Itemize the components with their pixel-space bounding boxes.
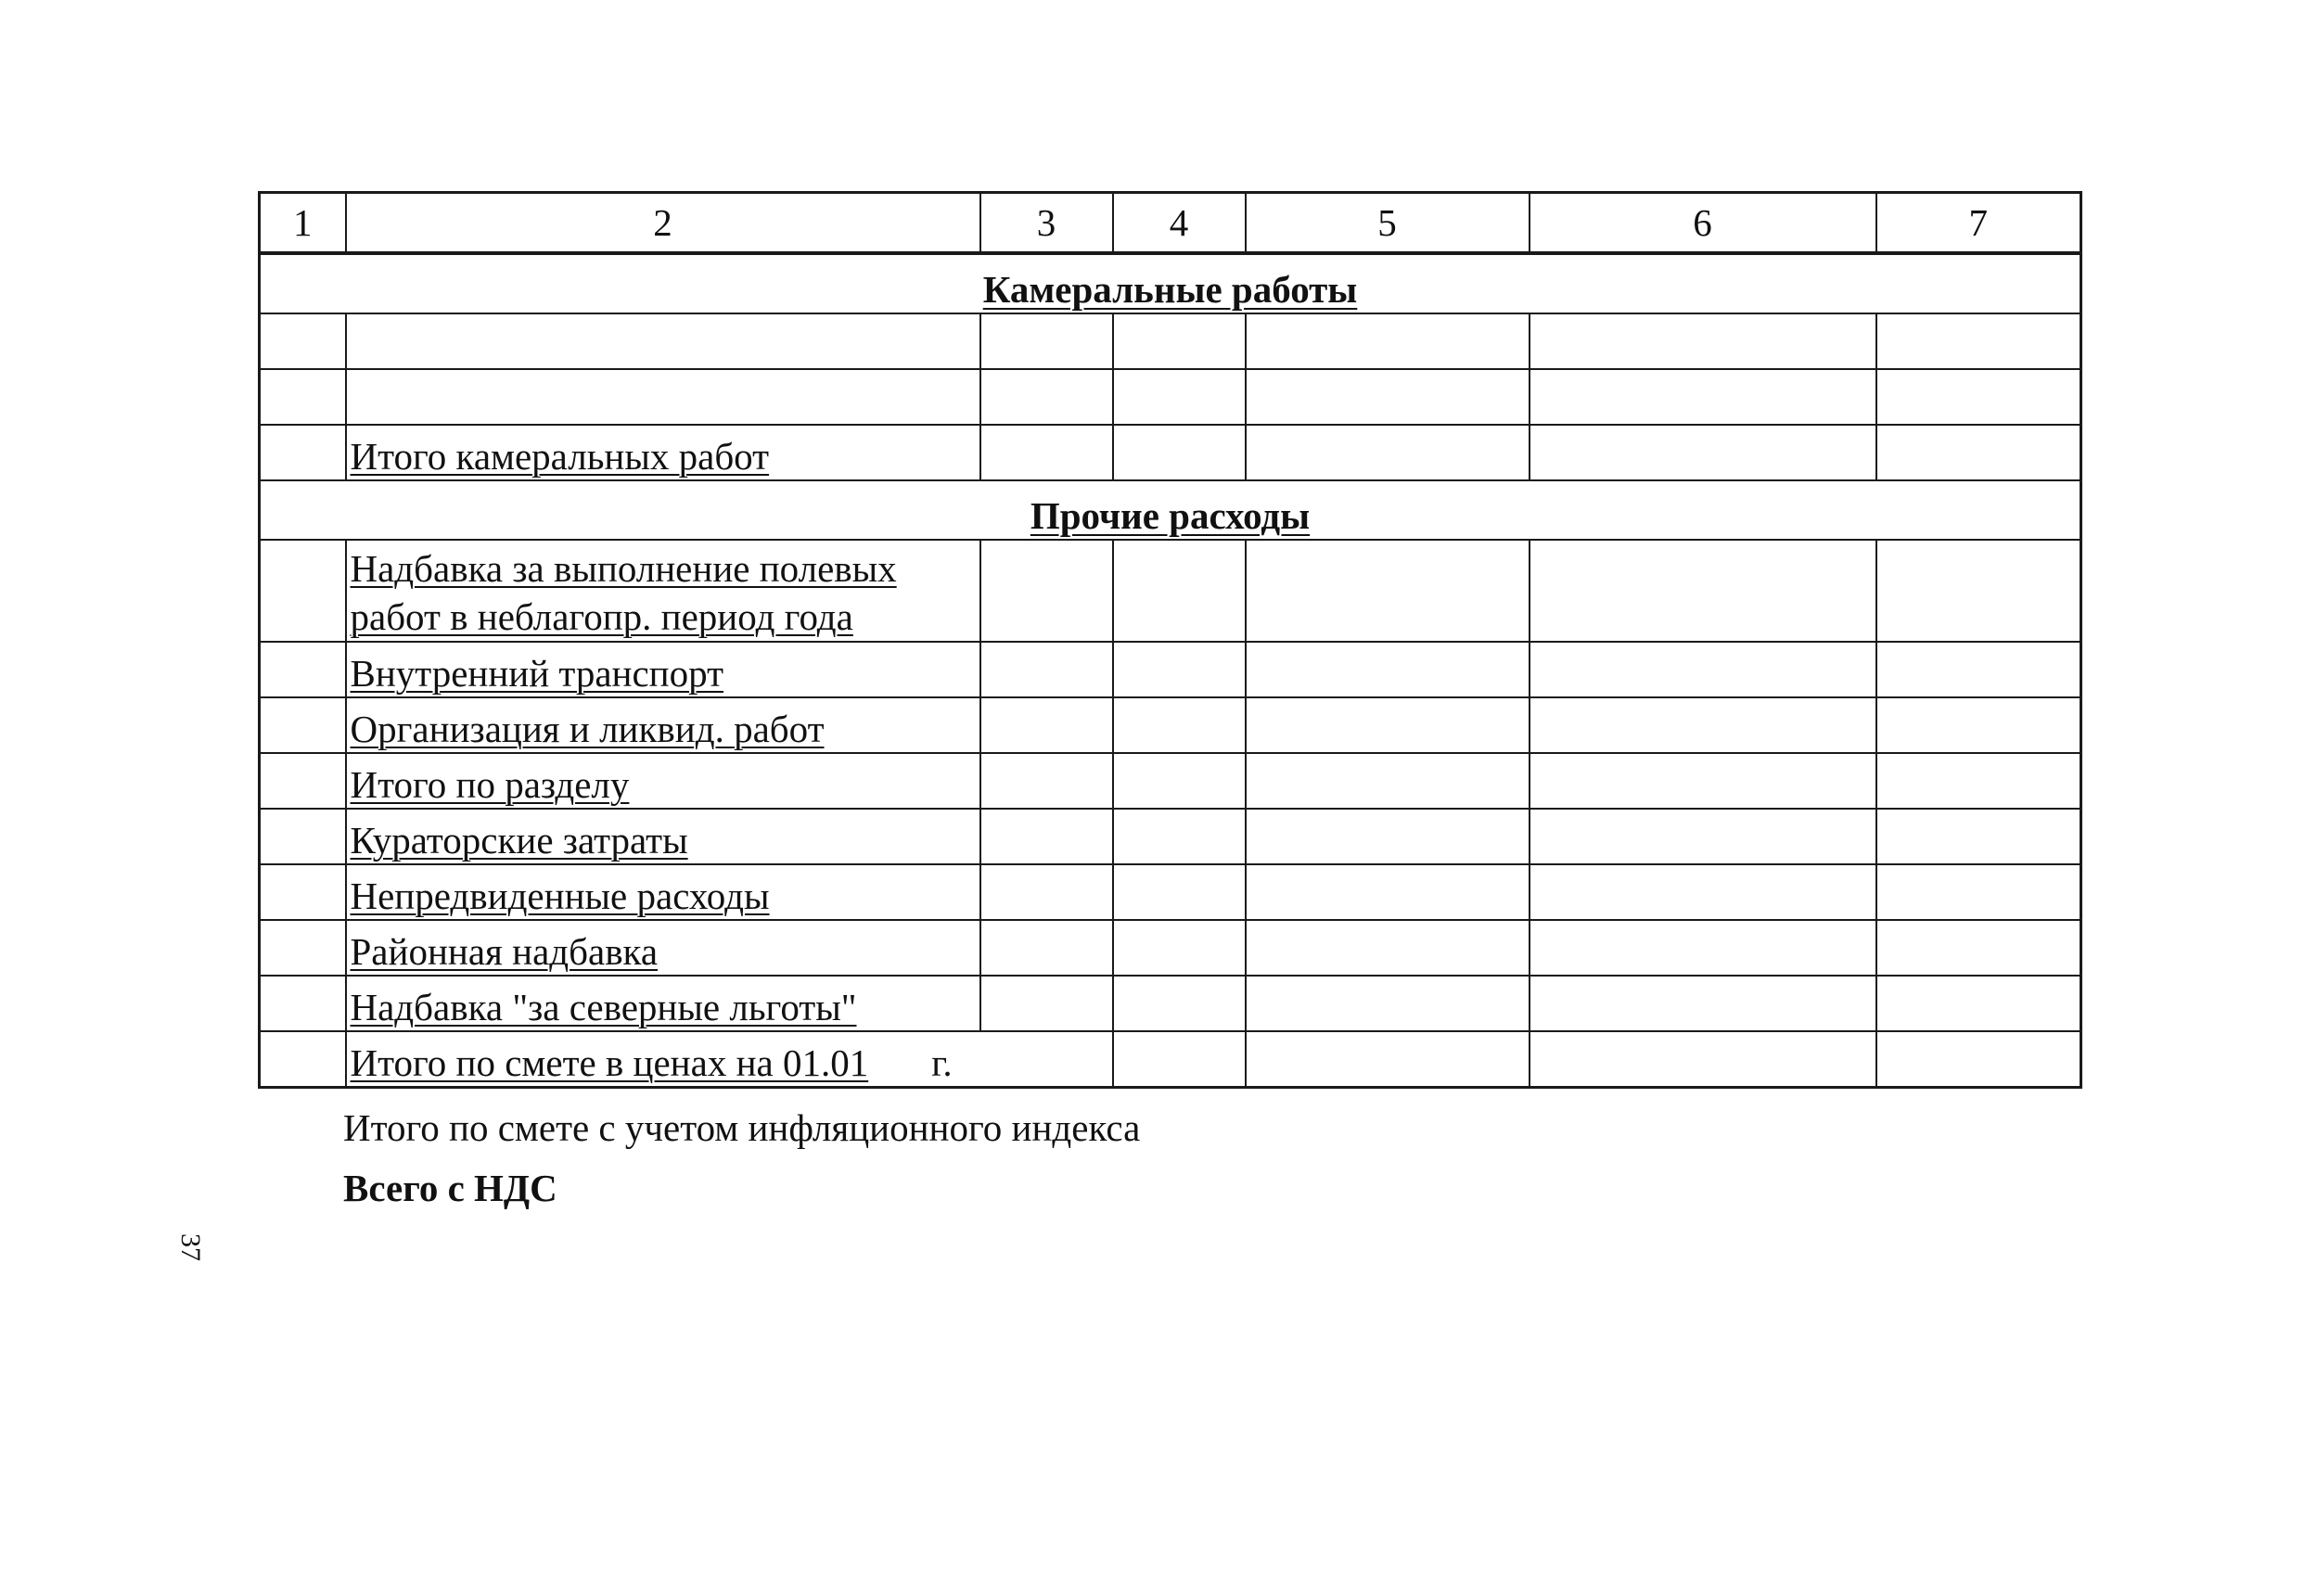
table-cell	[260, 313, 346, 369]
table-cell	[980, 697, 1113, 753]
table-cell	[1246, 976, 1530, 1031]
column-number: 5	[1246, 193, 1530, 254]
table-cell	[980, 369, 1113, 425]
row-name: Районная надбавка	[346, 920, 980, 976]
table-cell	[1530, 369, 1876, 425]
estimate-table	[258, 191, 2082, 1089]
year-suffix: г.	[931, 1041, 953, 1084]
row-name: Кураторские затраты	[346, 809, 980, 864]
table-cell	[1113, 369, 1246, 425]
column-number: 4	[1113, 193, 1246, 254]
table-cell	[980, 753, 1113, 809]
table-cell	[980, 920, 1113, 976]
table-cell	[1246, 697, 1530, 753]
section-title: Прочие расходы	[260, 480, 2081, 540]
section-header-row	[260, 253, 2081, 313]
row-name: Итого по разделу	[346, 753, 980, 809]
table-cell	[1246, 425, 1530, 480]
table-cell	[260, 920, 346, 976]
table-row	[260, 697, 2081, 753]
table-cell	[1530, 920, 1876, 976]
row-name	[346, 369, 980, 425]
table-cell	[260, 1031, 346, 1088]
table-cell	[1876, 1031, 2081, 1088]
table-cell	[1113, 753, 1246, 809]
table-cell	[1530, 753, 1876, 809]
table-cell	[260, 425, 346, 480]
inflation-total-line: Итого по смете с учетом инфляционного индекса	[343, 1106, 1141, 1149]
table-cell	[260, 753, 346, 809]
table-cell	[1876, 753, 2081, 809]
row-name: Надбавка за выполнение полевых работ в неблагопр. период года	[346, 540, 980, 642]
table-row	[260, 540, 2081, 642]
table-cell	[1113, 864, 1246, 920]
table-cell	[1876, 864, 2081, 920]
table-cell	[1113, 425, 1246, 480]
column-number: 1	[260, 193, 346, 254]
table-row	[260, 920, 2081, 976]
table-cell	[1113, 1031, 1246, 1088]
table-cell	[1246, 920, 1530, 976]
table-cell	[260, 540, 346, 642]
table-cell	[1530, 540, 1876, 642]
table-row	[260, 976, 2081, 1031]
table-cell	[1246, 540, 1530, 642]
table-cell	[1530, 642, 1876, 697]
table-cell	[1246, 642, 1530, 697]
row-name: Организация и ликвид. работ	[346, 697, 980, 753]
table-cell	[1246, 1031, 1530, 1088]
column-number: 3	[980, 193, 1113, 254]
table-cell	[1113, 540, 1246, 642]
table-cell	[980, 809, 1113, 864]
table-cell	[1530, 697, 1876, 753]
table-cell	[1530, 976, 1876, 1031]
table-cell	[980, 976, 1113, 1031]
table-cell	[1530, 425, 1876, 480]
table-cell	[1876, 313, 2081, 369]
table-cell	[1246, 753, 1530, 809]
table-cell	[1876, 369, 2081, 425]
table-cell	[1530, 313, 1876, 369]
table-cell	[1113, 920, 1246, 976]
column-number-row	[260, 193, 2081, 254]
table-cell	[1876, 642, 2081, 697]
vat-total-line: Всего с НДС	[343, 1167, 557, 1209]
row-name: Итого по смете в ценах на 01.01	[350, 1041, 869, 1084]
table-cell	[1876, 697, 2081, 753]
table-cell	[260, 642, 346, 697]
table-row	[260, 425, 2081, 480]
row-name: Надбавка "за северные льготы"	[346, 976, 980, 1031]
table-cell	[1113, 809, 1246, 864]
table-row	[260, 642, 2081, 697]
table-cell	[980, 425, 1113, 480]
table-cell	[980, 864, 1113, 920]
section-title: Камеральные работы	[260, 253, 2081, 313]
table-cell	[1113, 642, 1246, 697]
table-cell	[1876, 425, 2081, 480]
table-cell	[1530, 809, 1876, 864]
column-number: 7	[1876, 193, 2081, 254]
table-cell	[260, 864, 346, 920]
column-number: 6	[1530, 193, 1876, 254]
table-cell	[1876, 540, 2081, 642]
table-row	[260, 313, 2081, 369]
table-cell	[1246, 369, 1530, 425]
table-cell	[1113, 976, 1246, 1031]
table-row	[260, 369, 2081, 425]
row-name-total	[346, 1031, 1113, 1088]
table-cell	[1530, 1031, 1876, 1088]
table-cell	[1876, 809, 2081, 864]
section-header-row	[260, 480, 2081, 540]
table-row	[260, 753, 2081, 809]
row-name	[346, 313, 980, 369]
table-cell	[260, 976, 346, 1031]
row-name: Итого камеральных работ	[346, 425, 980, 480]
table-cell	[260, 697, 346, 753]
table-cell	[980, 313, 1113, 369]
table-cell	[1876, 920, 2081, 976]
table-cell	[1246, 313, 1530, 369]
table-cell	[1246, 809, 1530, 864]
table-cell	[1530, 864, 1876, 920]
table-cell	[1876, 976, 2081, 1031]
row-name: Внутренний транспорт	[346, 642, 980, 697]
page-number: 37	[175, 1233, 206, 1261]
table-cell	[980, 642, 1113, 697]
row-name: Непредвиденные расходы	[346, 864, 980, 920]
table-cell	[260, 369, 346, 425]
table-cell	[1246, 864, 1530, 920]
table-row	[260, 864, 2081, 920]
table-cell	[1113, 313, 1246, 369]
table-cell	[1113, 697, 1246, 753]
table-row	[260, 1031, 2081, 1088]
table-cell	[980, 540, 1113, 642]
column-number: 2	[346, 193, 980, 254]
table-row	[260, 809, 2081, 864]
table-cell	[260, 809, 346, 864]
